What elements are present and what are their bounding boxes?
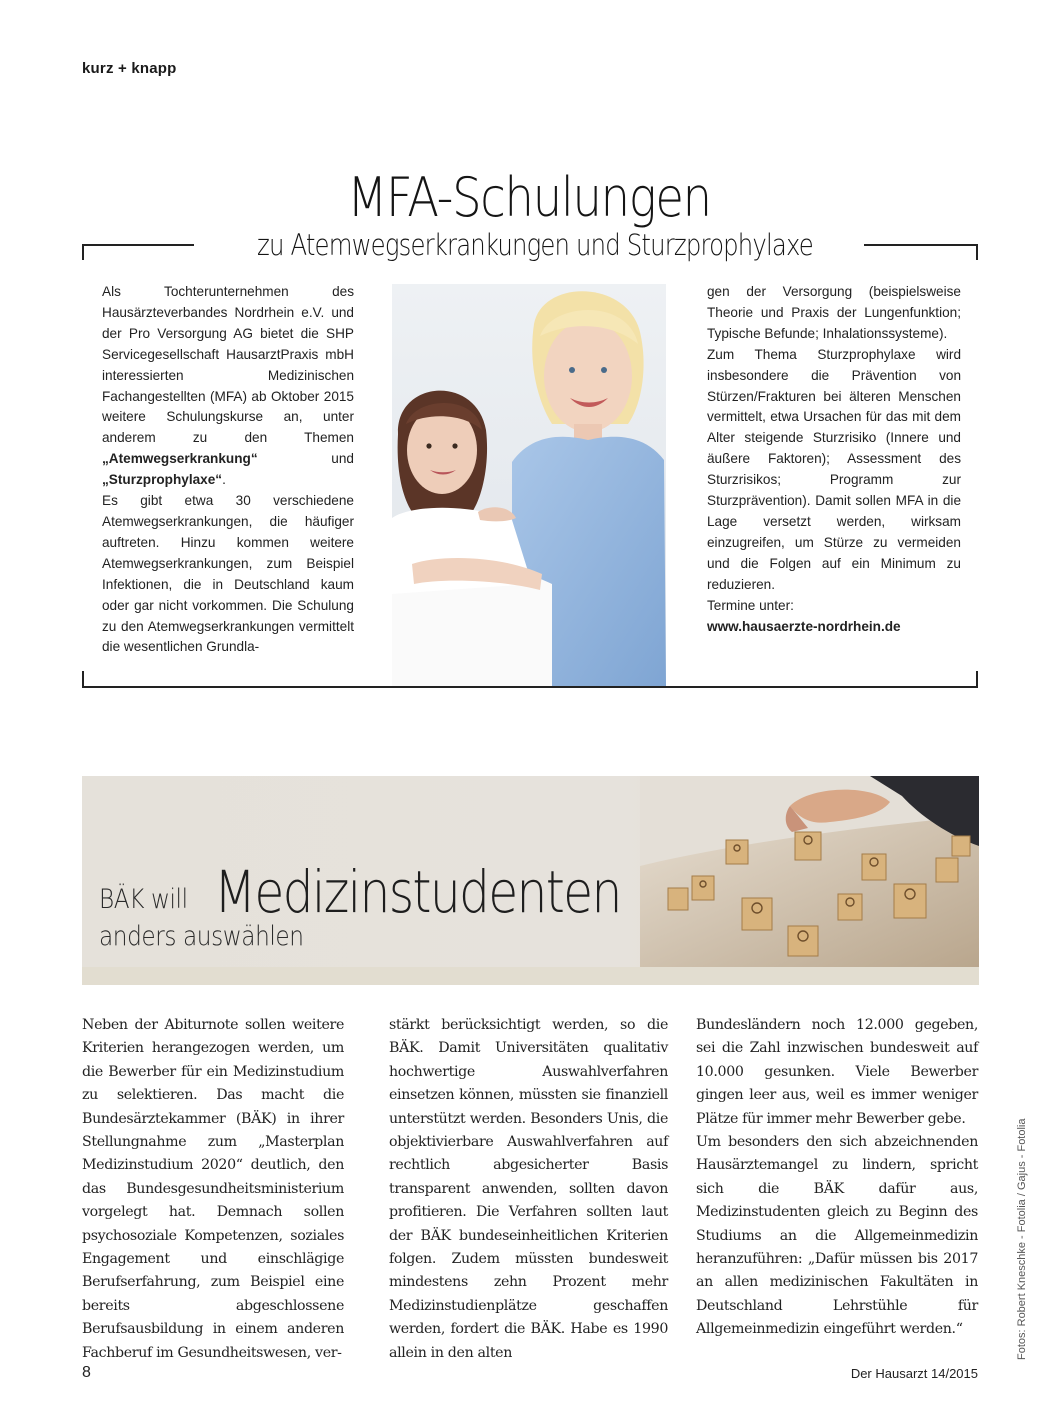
page-number: 8 [82, 1364, 91, 1381]
article1-column-1: Als Tochterunternehmen des Hausärzteverbandes Nordrhein e.V. und der Pro Versorgung AG bietet die SHP Servicegesellschaft HausarztPraxis mbH interessierten Medizinischen Fachangestellten (MFA) ab Oktober 2015 weitere Schulungskurse an, unter anderem zu den Themen „Atemwegserkrankung“ und „Sturzprophylaxe“. Es gibt etwa 30 verschiedene Atemwegserkrankungen, die häufiger auftreten. Hinzu kommen weitere Atemwegserkrankungen, zum Beispiel Infektionen, die in Deutschland kaum oder gar nicht vorkommen. Die Schulung zu den Atemwegserkrankungen vermittelt die wesentlichen Grundla- [102, 284, 354, 655]
frame-top-left-line [82, 244, 194, 246]
article-title: MFA-Schulungen [347, 166, 711, 229]
two-women-photo [392, 284, 666, 686]
article1-column-2: gen der Versorgung (beispielsweise Theorie und Praxis der Lungenfunktion; Typische Befunde; Inhalationssysteme). Zum Thema Sturzprophylaxe wird insbesondere die Prävention von Stürzen/Frakturen bei älteren Menschen vermittelt, etwa Ursachen für das mit dem Alter steigende Sturzrisiko (Innere und äußere Faktoren); Assessment des Sturzrisikos; Programm zur Sturzprävention). Damit sollen MFA in die Lage versetzt werden, wirksam einzugreifen, um Stürze zu vermeiden und die Folgen auf ein Minimum zu reduzieren. Termine unter: www.hausaerzte-nordrhein.de [707, 284, 961, 634]
article2-column-3: Bundesländern noch 12.000 gegeben, sei die Zahl inzwischen bundesweit auf 10.000 gesunken. Viele Bewerber gingen leer aus, weil es immer weniger Plätze für immer mehr Bewerber gebe. Um besonders den sich abzeichnenden Hausärztemangel zu lindern, spricht sich die BÄK dafür aus, Medizinstudenten gleich zu Beginn des Studiums an die Allgemeinmedizin heranzuführen: „Dafür müssen bis 2017 an allen medizinischen Fakultäten in Deutschland Lehrstühle für Allgemeinmedizin eingeführt werden.“ [696, 1017, 978, 1338]
banner-strip [82, 967, 979, 985]
photo-credit: Fotos: Robert Kneschke - Fotolia / Gajus - Fotolia [1016, 1118, 1028, 1360]
article2-title-lead: BÄK will [99, 884, 188, 915]
wooden-blocks-photo [640, 776, 979, 967]
article2-column-2: stärkt berücksichtigt werden, so die BÄK. Damit Universitäten qualitativ hochwertige Auswahlverfahren einsetzen können, müssten sie finanziell unterstützt werden. Besonders Unis, die objektivierbare Auswahlverfahren auf rechtlich abgesicherter Basis transparent anwenden, sollten davon profitieren. Die Verfahren sollten laut der BÄK bundeseinheitlichen Kriterien folgen. Zudem müssten bundesweit mindestens zehn Prozent mehr Medizinstudienplätze geschaffen werden, fordert die BÄK. Habe es 1990 allein in den alten [389, 1017, 668, 1361]
frame-top-right-tick [976, 244, 978, 260]
journal-issue: Der Hausarzt 14/2015 [850, 1366, 978, 1381]
frame-bottom-right-tick [976, 671, 978, 688]
frame-top-left-tick [82, 244, 84, 260]
article2-column-1: Neben der Abiturnote sollen weitere Kriterien herangezogen werden, um die Bewerber für ein Medizinstudium zu selektieren. Das macht die Bundesärztekammer (BÄK) in ihrer Stellungnahme zum „Masterplan Medizinstudium 2020“ deutlich, den das Bundesgesundheitsministerium vorgelegt hat. Demnach sollen psychosoziale Kompetenzen, soziales Engagement und einschlägige Berufserfahrung, zum Beispiel eine bereits abgeschlossene Berufsausbildung in einem anderen Fachberuf im Gesundheitswesen, ver- [82, 1017, 344, 1361]
section-tag: kurz + knapp [82, 60, 177, 77]
frame-bottom-left-tick [82, 671, 84, 688]
article2-title-second: anders auswählen [99, 921, 304, 952]
article-subtitle: zu Atemwegserkrankungen und Sturzprophylaxe [257, 228, 813, 262]
frame-top-right-line [864, 244, 978, 246]
article2-title-main: Medizinstudenten [214, 858, 621, 926]
frame-bottom-line [82, 686, 978, 688]
website-link[interactable]: www.hausaerzte-nordrhein.de [707, 618, 901, 634]
